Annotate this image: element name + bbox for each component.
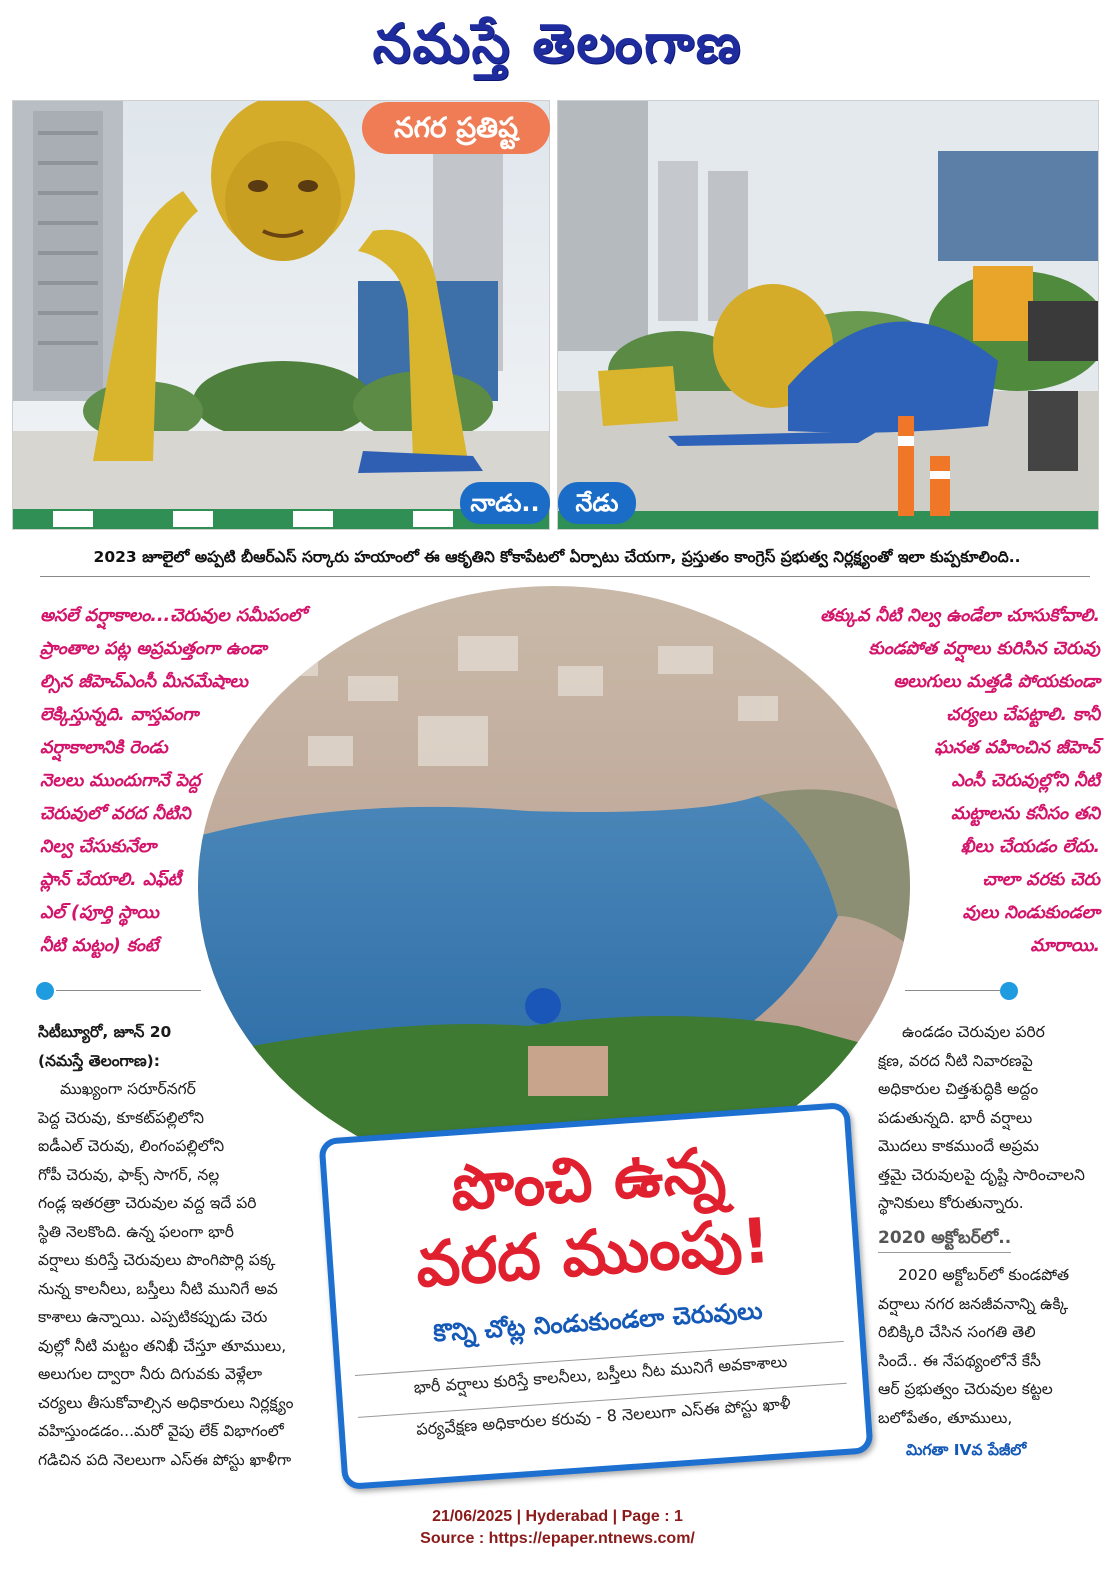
divider-left (56, 990, 201, 991)
body-line: సిందే.. ఈ నేపథ్యంలోనే కేసీ (878, 1351, 1041, 1370)
right-pink-line: ఖీలు చేయడం లేదు. (960, 837, 1100, 857)
divider-top (40, 576, 1090, 577)
footer-source: Source : https://epaper.ntnews.com/ (420, 1530, 695, 1547)
body-line: స్థానికులు కోరుతున్నారు. (878, 1194, 1024, 1212)
photo-now (557, 100, 1099, 530)
left-pink-line: నెలలు ముందుగానే పెద్ద (40, 771, 201, 791)
headline-box (318, 1102, 873, 1490)
body-line: కాశాలు ఉన్నాయి. ఎప్పటికప్పుడు చెరు (38, 1308, 268, 1326)
right-pink-line: అలుగులు మత్తడి పోయకుండా (893, 672, 1100, 692)
body-line: ఐడీఎల్‌ చెరువు, లింగంపల్లిలోని (38, 1137, 225, 1155)
left-pink-line: నీటి మట్టం) కంటే (40, 936, 159, 956)
body-line: స్థితి నెలకొంది. ఉన్న ఫలంగా భారీ (38, 1222, 234, 1241)
left-pink-line: నిల్వ చేసుకునేలా (40, 837, 157, 857)
body-line: అలుగుల ద్వారా నీరు దిగువకు వెళ్లేలా (38, 1365, 263, 1383)
right-pink-line: చర్యలు చేపట్టాలి. కానీ (946, 705, 1100, 725)
right-pink-line: వులు నిండుకుండలా (962, 903, 1100, 923)
masthead-title: నమస్తే తెలంగాణ (372, 11, 743, 75)
divider-right (905, 990, 1000, 991)
body-line: పెద్ద చెరువు, కూకట్‌పల్లిలోని (38, 1108, 204, 1127)
body-line: రిబిక్కిరి చేసిన సంగతి తెలి (878, 1323, 1036, 1341)
statue-then-image (13, 101, 549, 529)
left-body-column (38, 1018, 338, 1474)
left-pink-line: చెరువులో వరద నీటిని (40, 804, 191, 824)
right-pink-line: చాలా వరకు చెరు (982, 870, 1100, 890)
left-pink-line: ప్రాంతాల పట్ల అప్రమత్తంగా ఉండా (40, 639, 267, 659)
left-pink-line: అసలే వర్షాకాలం...చెరువుల సమీపంలో (40, 606, 306, 626)
body-line: నున్న కాలనీలు, బస్తీలు నీటి మునిగే అవ (38, 1279, 278, 1298)
headline-line-2: వరద ముంపు! (413, 1203, 773, 1302)
right-pink-line: కుండపోత వర్షాలు కురిసిన చెరువు (868, 639, 1100, 659)
body-line: క్షణ, వరద నీటి నివారణపై (878, 1051, 1033, 1070)
right-pink-line: తక్కువ నీటి నిల్వ ఉండేలా చూసుకోవాలి. (820, 606, 1100, 626)
divider-dot-left (36, 982, 54, 1000)
right-pink-line: మట్టాలను కనీసం తని (950, 804, 1100, 824)
body-line: గడిచిన పది నెలలుగా ఎస్‌ఈ పోస్టు ఖాళీగా (38, 1450, 292, 1469)
deck-line-1: భారీ వర్షాలు కురిస్తే కాలనీలు, బస్తీలు నీట మునిగే అవకాశాలు (355, 1341, 846, 1405)
body-line: ఆర్‌ ప్రభుత్వం చెరువుల కట్టల (878, 1380, 1053, 1398)
dateline: సిటీబ్యూరో, జూన్‌ 20 (38, 1023, 172, 1041)
body-line: త్తమై చెరువులపై దృష్టి సారించాలని (878, 1165, 1085, 1184)
body-line: మొదలు కాకముందే అప్రమ (878, 1137, 1039, 1155)
body-line: వహిస్తుండడం...మరో వైపు లేక్‌ విభాగంలో (38, 1422, 284, 1440)
source-credit: (నమస్తే తెలంగాణ): (38, 1051, 160, 1070)
right-pink-line: ఎంసీ చెరువుల్లోని నీటి (951, 771, 1100, 791)
body-line: గండ్ల ఇతరత్రా చెరువుల వద్ద ఇదే పరి (38, 1194, 257, 1212)
body-line: వుల్లో నీటి మట్టం తనిఖీ చేస్తూ తూములు, (38, 1336, 287, 1355)
body-line: 2020 అక్టోబర్‌లో కుండపోత (898, 1266, 1070, 1284)
right-pink-line: ఘనత వహించిన జీహెచ్‌ (934, 738, 1100, 758)
deck-line-2: పర్యవేక్షణ అధికారుల కరువు - 8 నెలలుగా ఎస్‌ఈ పోస్టు ఖాళీ (358, 1383, 849, 1447)
body-line: ఉండడం చెరువుల పరిర (902, 1023, 1045, 1041)
left-pink-line: వర్షాకాలానికి రెండు (40, 738, 168, 758)
body-line: పడుతున్నది. భారీ వర్షాలు (878, 1108, 1033, 1127)
photo-caption: 2023 జూలైలో అప్పటి బీఆర్‌ఎస్‌ సర్కారు హయాంలో ఈ ఆకృతిని కోకాపేటలో ఏర్పాటు చేయగా, ప్రస్తుతం కాంగ్రెస్‌ ప్రభుత్వ నిర్లక్ష్యంతో ఇలా కుప్పకూలింది.. (93, 548, 1021, 566)
subhead-2020: 2020 అక్టోబర్‌లో.. (878, 1224, 1011, 1254)
body-line: వర్షాలు కురిస్తే చెరువులు పొంగిపొర్లి పక్క (38, 1251, 276, 1269)
section-badge: నగర ప్రతిష్ట (362, 102, 550, 154)
left-pink-line: ప్లాన్‌ చేయాలి. ఎఫ్‌టీ (40, 870, 182, 890)
right-body-column (878, 1018, 1103, 1465)
left-pink-line: ల్సిన జీహెచ్‌ఎంసీ మీనమేషాలు (40, 672, 248, 692)
left-pink-line: ఎల్‌ (పూర్తి స్థాయి (40, 903, 159, 923)
left-pink-line: లెక్కిస్తున్నది. వాస్తవంగా (40, 705, 199, 725)
statue-now-image (558, 101, 1098, 529)
footer-date-page: 21/06/2025 | Hyderabad | Page : 1 (432, 1508, 683, 1525)
right-pink-intro (720, 600, 1100, 963)
continued-note: మిగతా IVవ పేజీలో (906, 1441, 1027, 1459)
photo-then (12, 100, 550, 530)
body-line: గోపీ చెరువు, ఫాక్స్‌ సాగర్‌, నల్ల (38, 1165, 220, 1184)
then-badge: నాడు.. (460, 482, 550, 524)
body-line: వర్షాలు నగర జనజీవనాన్ని ఉక్కి (878, 1294, 1069, 1313)
body-line: ముఖ్యంగా సరూర్‌నగర్‌ (60, 1080, 196, 1098)
body-line: బలోపేతం, తూములు, (878, 1408, 1013, 1427)
headline-line-1: పొంచి ఉన్న (448, 1132, 728, 1225)
right-pink-line: మారాయి. (1030, 936, 1100, 956)
headline-subhead: కొన్ని చోట్ల నిండుకుండలా చెరువులు (432, 1296, 764, 1348)
now-badge: నేడు (558, 482, 636, 524)
body-line: చర్యలు తీసుకోవాల్సిన అధికారులు నిర్లక్ష్యం (38, 1393, 294, 1412)
left-pink-intro (40, 600, 340, 963)
divider-dot-right (1000, 982, 1018, 1000)
body-line: అధికారుల చిత్తశుద్ధికి అద్దం (878, 1080, 1039, 1098)
